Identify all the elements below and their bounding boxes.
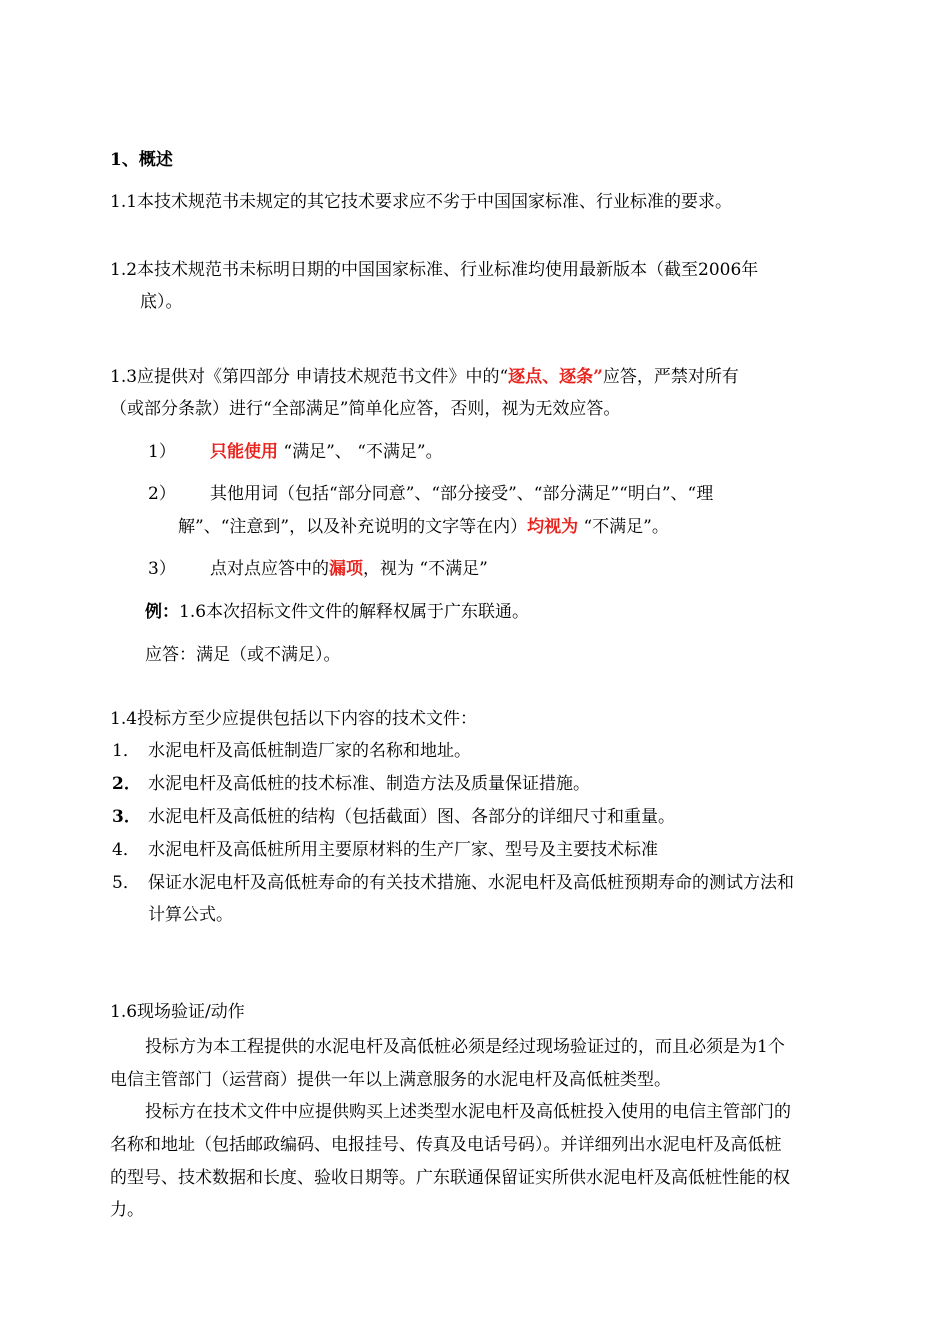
example-label: 例： (145, 602, 179, 622)
rule-3-text-b: ，视为 “不满足” (363, 559, 488, 579)
list-item-5-line1: 保证水泥电杆及高低桩寿命的有关技术措施、水泥电杆及高低桩预期寿命的测试方法和 (148, 873, 794, 893)
list-item-4-number: 4． (112, 840, 140, 860)
p13-text-a: 1.3应提供对《第四部分 申请技术规范书文件》中的“ (110, 367, 509, 387)
list-item-4: 水泥电杆及高低桩所用主要原材料的生产厂家、型号及主要技术标准 (148, 840, 658, 860)
paragraph-1-6-heading: 1.6现场验证/动作 (110, 1002, 245, 1022)
paragraph-1-4: 1.4投标方至少应提供包括以下内容的技术文件： (110, 709, 478, 729)
paragraph-1-6-a-line2: 电信主管部门（运营商）提供一年以上满意服务的水泥电杆及高低桩类型。 (110, 1070, 671, 1090)
rule-2-number: 2） (148, 484, 176, 504)
paragraph-1-1: 1.1本技术规范书未规定的其它技术要求应不劣于中国国家标准、行业标准的要求。 (110, 192, 733, 212)
rule-2-emphasis: 均视为 (527, 517, 579, 537)
list-item-5-number: 5． (112, 873, 140, 893)
paragraph-1-3-line1 (110, 365, 739, 389)
list-item-3-number: 3． (112, 807, 141, 827)
list-item-1-number: 1． (112, 741, 140, 761)
rule-2-line1: 其他用词（包括“部分同意”、“部分接受”、“部分满足”“明白”、“理 (210, 484, 714, 504)
paragraph-1-2-line2: 底）。 (140, 292, 183, 312)
example-line (145, 600, 529, 624)
paragraph-1-6-a-line1: 投标方为本工程提供的水泥电杆及高低桩必须是经过现场验证过的，而且必须是为1个 (145, 1037, 785, 1057)
example-answer: 应答：满足（或不满足）。 (145, 645, 341, 665)
paragraph-1-6-b-line2: 名称和地址（包括邮政编码、电报挂号、传真及电话号码）。并详细列出水泥电杆及高低桩 (110, 1135, 782, 1155)
list-item-3: 水泥电杆及高低桩的结构（包括截面）图、各部分的详细尺寸和重量。 (148, 807, 675, 827)
rule-3-number: 3） (148, 559, 176, 579)
paragraph-1-6-b-line4: 力。 (110, 1200, 144, 1220)
rule-1 (210, 440, 443, 464)
paragraph-1-6-b-line3: 的型号、技术数据和长度、验收日期等。广东联通保留证实所供水泥电杆及高低桩性能的权 (110, 1168, 790, 1188)
rule-3-emphasis: 漏项 (329, 559, 363, 579)
paragraph-1-3-line2: （或部分条款）进行“全部满足”简单化应答，否则，视为无效应答。 (110, 399, 621, 419)
list-item-5-line2: 计算公式。 (148, 905, 233, 925)
rule-3-text-a: 点对点应答中的 (210, 559, 329, 579)
paragraph-1-2-line1: 1.2本技术规范书未标明日期的中国国家标准、行业标准均使用最新版本（截至2006年 (110, 260, 759, 280)
rule-2-line2 (178, 515, 669, 539)
list-item-2-number: 2． (112, 774, 141, 794)
rule-1-text: “满足”、 “不满足”。 (278, 442, 443, 462)
p13-emphasis: 逐点、逐条” (508, 367, 603, 387)
rule-2-text-a: 解”、“注意到”，以及补充说明的文字等在内） (178, 517, 528, 537)
list-item-2: 水泥电杆及高低桩的技术标准、制造方法及质量保证措施。 (148, 774, 590, 794)
rule-1-number: 1） (148, 442, 176, 462)
section-heading: 1、概述 (110, 150, 173, 170)
rule-1-emphasis: 只能使用 (210, 442, 278, 462)
paragraph-1-6-b-line1: 投标方在技术文件中应提供购买上述类型水泥电杆及高低桩投入使用的电信主管部门的 (145, 1102, 791, 1122)
rule-2-text-b: “不满足”。 (578, 517, 669, 537)
list-item-1: 水泥电杆及高低桩制造厂家的名称和地址。 (148, 741, 471, 761)
rule-3 (210, 557, 488, 581)
example-text: 1.6本次招标文件文件的解释权属于广东联通。 (179, 602, 530, 622)
p13-text-b: 应答，严禁对所有 (602, 367, 739, 387)
